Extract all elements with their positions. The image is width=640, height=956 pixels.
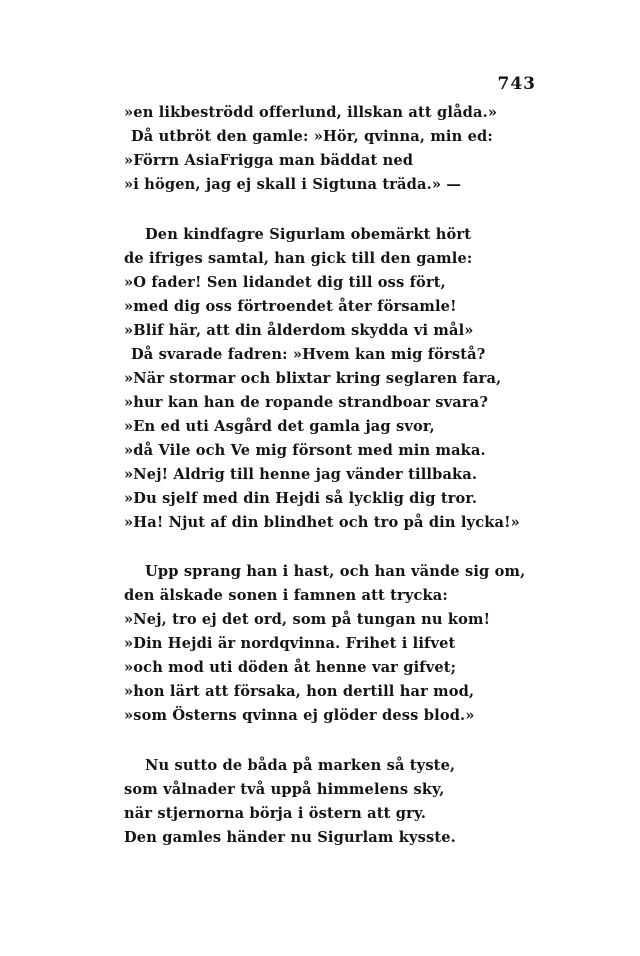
poem-line: Den gamles händer nu Sigurlam kysste. [124,829,456,846]
poem-line: »Förrn AsiaFrigga man bäddat ned [124,152,414,169]
poem-line: »en likbeströdd offerlund, illskan att glåda.» [124,104,498,121]
poem-line: »Din Hejdi är nordqvinna. Frihet i lifvet [124,635,456,652]
poem-line: den älskade sonen i famnen att trycka: [124,587,448,604]
poem-line: »O fader! Sen lidandet dig till oss fört, [124,274,446,291]
poem-line: Nu sutto de båda på marken så tyste, [145,757,456,774]
poem-line: när stjernorna börja i östern att gry. [124,805,427,822]
poem-line: »När stormar och blixtar kring seglaren fara, [124,370,502,387]
poem-line: »Nej! Aldrig till henne jag vänder tillbaka. [124,466,478,483]
poem-line: »Du sjelf med din Hejdi så lycklig dig tror. [124,490,478,507]
poem-line: »och mod uti döden åt henne var gifvet; [124,659,457,676]
poem-line: »Nej, tro ej det ord, som på tungan nu kom! [124,611,491,628]
poem-line: Upp sprang han i hast, och han vände sig om, [145,563,526,580]
page-number: 743 [497,74,536,94]
poem-line: »Ha! Njut af din blindhet och tro på din lycka!» [124,514,520,531]
poem-line: Den kindfagre Sigurlam obemärkt hört [145,226,472,243]
poem-line: »Blif här, att din ålderdom skydda vi mål» [124,322,474,339]
poem-line: de ifriges samtal, han gick till den gamle: [124,250,473,267]
poem-line: Då utbröt den gamle: »Hör, qvinna, min ed: [131,128,493,145]
poem-line: »hur kan han de ropande strandboar svara? [124,394,489,411]
poem-line: som vålnader två uppå himmelens sky, [124,781,445,798]
poem-line: »i högen, jag ej skall i Sigtuna träda.» — [124,176,462,193]
poem-line: »En ed uti Asgård det gamla jag svor, [124,418,435,435]
poem-line: »med dig oss förtroendet åter församle! [124,298,457,315]
poem-line: Då svarade fadren: »Hvem kan mig förstå? [131,346,486,363]
poem-line: »då Vile och Ve mig försont med min maka. [124,442,486,459]
poem-line: »hon lärt att försaka, hon dertill har mod, [124,683,475,700]
poem-line: »som Österns qvinna ej glöder dess blod.» [124,707,475,724]
